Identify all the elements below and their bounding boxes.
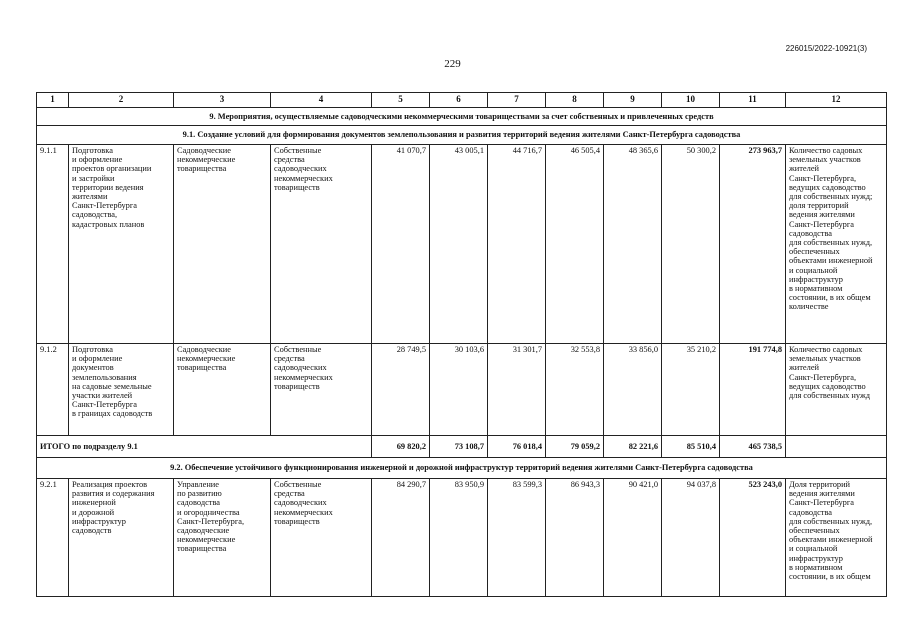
indicator: Количество садовых земельных участков жителей Санкт-Петербурга, ведущих садоводство для собственных нужд — [786, 344, 887, 436]
header-cell: 10 — [662, 93, 720, 108]
header-cell: 8 — [546, 93, 604, 108]
subtotal-year-5: 82 221,6 — [604, 436, 662, 458]
section-9-2-title: 9.2. Обеспечение устойчивого функционирования инженерной и дорожной инфраструктур территорий ведения жителями Санкт-Петербурга садоводства — [37, 458, 887, 479]
section-9-title: 9. Мероприятия, осуществляемые садоводческими некоммерческими товариществами за счет собственных и привлеченных средств — [37, 108, 887, 126]
section-heading-row — [37, 108, 887, 126]
value-year-5: 90 421,0 — [604, 479, 662, 597]
header-cell: 6 — [430, 93, 488, 108]
value-year-3: 31 301,7 — [488, 344, 546, 436]
value-year-3: 83 599,3 — [488, 479, 546, 597]
value-year-2: 83 950,9 — [430, 479, 488, 597]
subtotal-row — [37, 436, 887, 458]
subtotal-year-1: 69 820,2 — [372, 436, 430, 458]
activity-name: Реализация проектов развития и содержания инженерной и дорожной инфраструктур садоводств — [69, 479, 174, 597]
value-year-3: 44 716,7 — [488, 145, 546, 344]
indicator: Количество садовых земельных участков жителей Санкт-Петербурга, ведущих садоводство для собственных нужд; доля территорий ведения жителями Санкт-Петербурга садоводства для собственных нужд, обеспеченных объектами инженерной и социальной инфраструктур в нормативном состоянии, в их общем количестве — [786, 145, 887, 344]
subtotal-year-3: 76 018,4 — [488, 436, 546, 458]
executor: Управление по развитию садоводства и огородничества Санкт-Петербурга, садоводческие некоммерческие товарищества — [174, 479, 271, 597]
table-row — [37, 344, 887, 436]
executor: Садоводческие некоммерческие товарищества — [174, 344, 271, 436]
row-code: 9.1.1 — [37, 145, 69, 344]
funding-source: Собственные средства садоводческих некоммерческих товариществ — [271, 145, 372, 344]
section-heading-row — [37, 126, 887, 145]
header-cell: 9 — [604, 93, 662, 108]
header-cell: 11 — [720, 93, 786, 108]
value-year-4: 32 553,8 — [546, 344, 604, 436]
header-cell: 3 — [174, 93, 271, 108]
program-table — [36, 92, 887, 597]
value-year-1: 84 290,7 — [372, 479, 430, 597]
row-code: 9.1.2 — [37, 344, 69, 436]
activity-name: Подготовка и оформление проектов организации и застройки территории ведения жителями Санкт-Петербурга садоводства, кадастровых планов — [69, 145, 174, 344]
section-heading-row — [37, 458, 887, 479]
header-cell: 7 — [488, 93, 546, 108]
page-number: 229 — [444, 58, 461, 70]
table-row — [37, 145, 887, 344]
subtotal-year-2: 73 108,7 — [430, 436, 488, 458]
value-year-2: 30 103,6 — [430, 344, 488, 436]
value-year-1: 41 070,7 — [372, 145, 430, 344]
value-year-2: 43 005,1 — [430, 145, 488, 344]
value-year-4: 86 943,3 — [546, 479, 604, 597]
activity-name: Подготовка и оформление документов землепользования на садовые земельные участки жителей Санкт-Петербурга в границах садоводств — [69, 344, 174, 436]
funding-source: Собственные средства садоводческих некоммерческих товариществ — [271, 479, 372, 597]
value-year-5: 33 856,0 — [604, 344, 662, 436]
header-cell: 2 — [69, 93, 174, 108]
header-cell: 1 — [37, 93, 69, 108]
value-year-5: 48 365,6 — [604, 145, 662, 344]
header-cell: 12 — [786, 93, 887, 108]
indicator: Доля территорий ведения жителями Санкт-Петербурга садоводства для собственных нужд, обеспеченных объектами инженерной и социальной инфраструктур в нормативном состоянии, в их общем — [786, 479, 887, 597]
header-cell: 4 — [271, 93, 372, 108]
subtotal-total: 465 738,5 — [720, 436, 786, 458]
section-9-1-title: 9.1. Создание условий для формирования документов землепользования и развития территорий ведения жителями Санкт-Петербурга садоводства — [37, 126, 887, 145]
value-total: 523 243,0 — [720, 479, 786, 597]
subtotal-year-6: 85 510,4 — [662, 436, 720, 458]
value-year-4: 46 505,4 — [546, 145, 604, 344]
executor: Садоводческие некоммерческие товарищества — [174, 145, 271, 344]
value-year-6: 50 300,2 — [662, 145, 720, 344]
value-year-6: 94 037,8 — [662, 479, 720, 597]
document-id: 226015/2022-10921(3) — [785, 44, 867, 53]
value-total: 191 774,8 — [720, 344, 786, 436]
header-cell: 5 — [372, 93, 430, 108]
value-year-6: 35 210,2 — [662, 344, 720, 436]
header-row — [37, 93, 887, 108]
funding-source: Собственные средства садоводческих некоммерческих товариществ — [271, 344, 372, 436]
table-row — [37, 479, 887, 597]
subtotal-indicator — [786, 436, 887, 458]
row-code: 9.2.1 — [37, 479, 69, 597]
value-year-1: 28 749,5 — [372, 344, 430, 436]
subtotal-label: ИТОГО по подразделу 9.1 — [37, 436, 372, 458]
value-total: 273 963,7 — [720, 145, 786, 344]
subtotal-year-4: 79 059,2 — [546, 436, 604, 458]
